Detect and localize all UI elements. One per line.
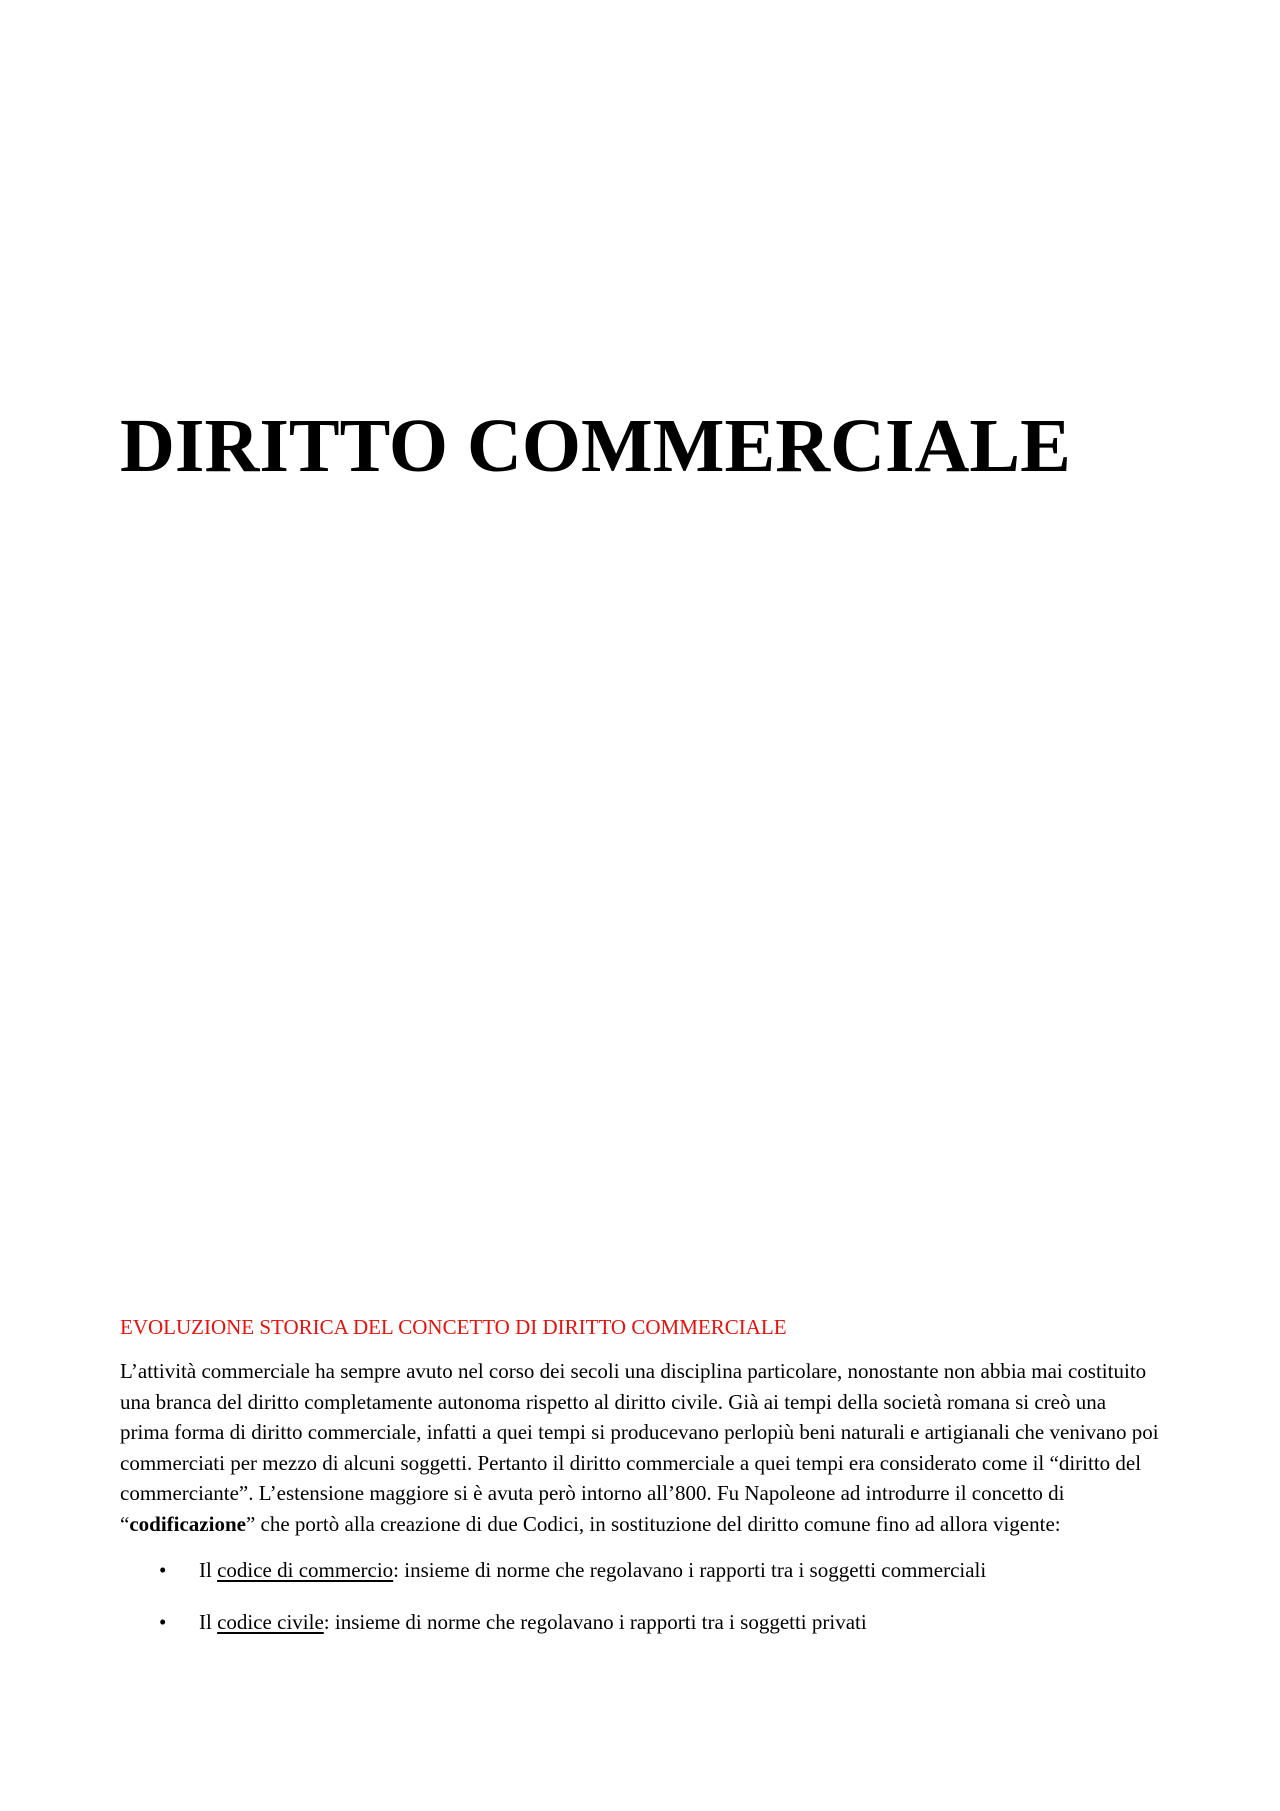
list-item-prefix: Il bbox=[199, 1610, 218, 1634]
section-evoluzione-storica bbox=[120, 1314, 1160, 1659]
term-codice-di-commercio: codice di commercio bbox=[217, 1558, 394, 1582]
section-heading: EVOLUZIONE STORICA DEL CONCETTO DI DIRITTO COMMERCIALE bbox=[120, 1315, 787, 1339]
list-item bbox=[120, 1607, 1160, 1637]
bullet-icon: • bbox=[159, 1610, 167, 1634]
term-codice-civile: codice civile bbox=[217, 1610, 324, 1634]
bold-term-codificazione: codificazione bbox=[129, 1511, 246, 1536]
codici-list bbox=[120, 1555, 1160, 1637]
paragraph-text-start: L’attività commerciale ha sempre avuto nel corso dei secoli una disciplina particolare, nonostante non abbia mai costituito una branca del diritto completamente autonoma rispetto al diritto civile. Già ai tempi della società romana si creò una prima forma di diritto commerciale, infatti a quei tempi si producevano perlopiù beni naturali e artigianali che venivano poi commerciati per mezzo di alcuni soggetti. Pertanto il diritto commerciale a quei tempi era considerato come il “diritto del commerciante”. L’estensione maggiore si è avuta però intorno all’800. Fu Napoleone ad introdurre il concetto di “ bbox=[120, 1359, 1159, 1536]
body-paragraph bbox=[120, 1356, 1160, 1539]
bullet-icon: • bbox=[159, 1558, 167, 1582]
list-item bbox=[120, 1555, 1160, 1585]
list-item-text: : insieme di norme che regolavano i rapporti tra i soggetti commerciali bbox=[393, 1558, 987, 1582]
document-title: DIRITTO COMMERCIALE bbox=[120, 404, 1071, 488]
paragraph-text-end: ” che portò alla creazione di due Codici, in sostituzione del diritto comune fino ad allora vigente: bbox=[245, 1511, 1061, 1536]
list-item-prefix: Il bbox=[199, 1558, 218, 1582]
list-item-text: : insieme di norme che regolavano i rapporti tra i soggetti privati bbox=[323, 1610, 867, 1634]
